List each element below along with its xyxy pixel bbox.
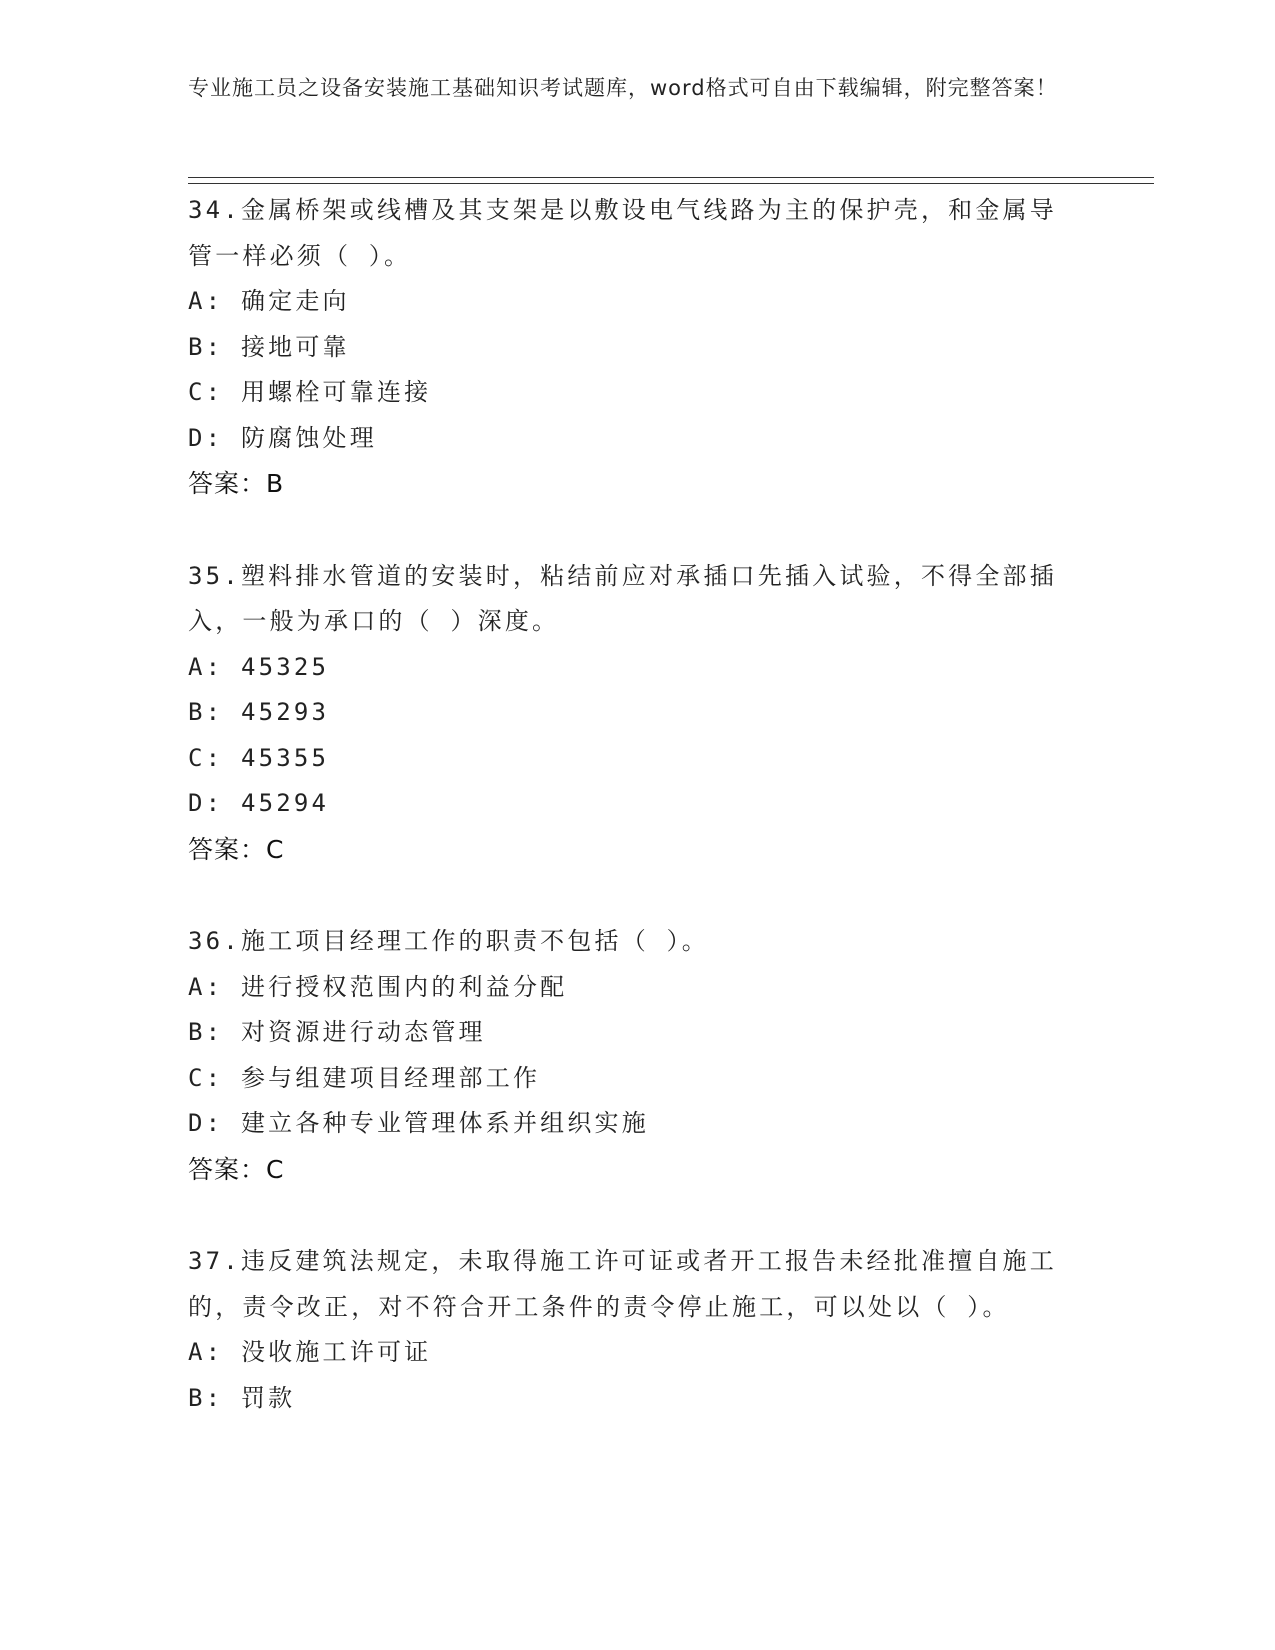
question-list <box>188 188 1088 1468</box>
option-a: A: 45325 <box>188 652 330 681</box>
question-item <box>188 919 1088 1192</box>
option-a: A: 确定走向 <box>188 287 350 315</box>
question-stem: 37.违反建筑法规定，未取得施工许可证或者开工报告未经批准擅自施工的，责令改正，对不符合开工条件的责令停止施工，可以处以（ ）。 <box>188 1247 1057 1321</box>
question-item <box>188 188 1088 507</box>
header-divider-bottom <box>188 183 1154 184</box>
question-stem: 35.塑料排水管道的安装时，粘结前应对承插口先插入试验，不得全部插入，一般为承口的（ ）深度。 <box>188 561 1057 635</box>
option-d: D: 防腐蚀处理 <box>188 423 377 452</box>
option-c: C: 用螺栓可靠连接 <box>188 378 432 406</box>
option-b: B: 接地可靠 <box>188 332 350 361</box>
option-b: B: 45293 <box>188 698 330 726</box>
option-c: C: 参与组建项目经理部工作 <box>188 1063 541 1092</box>
question-stem: 34.金属桥架或线槽及其支架是以敷设电气线路为主的保护壳，和金属导管一样必须（ ）。 <box>188 196 1057 270</box>
header-divider-top <box>188 177 1154 178</box>
option-d: D: 建立各种专业管理体系并组织实施 <box>188 1109 649 1137</box>
option-b: B: 对资源进行动态管理 <box>188 1018 486 1046</box>
question-item <box>188 554 1088 873</box>
option-a: A: 没收施工许可证 <box>188 1338 432 1366</box>
option-b: B: 罚款 <box>188 1383 296 1412</box>
answer-text: 答案：C <box>188 834 285 864</box>
question-stem: 36.施工项目经理工作的职责不包括（ ）。 <box>188 927 709 955</box>
option-c: C: 45355 <box>188 743 330 772</box>
question-item <box>188 1239 1088 1421</box>
option-a: A: 进行授权范围内的利益分配 <box>188 972 568 1001</box>
document-header: 专业施工员之设备安装施工基础知识考试题库，word格式可自由下载编辑，附完整答案！ <box>188 76 1058 100</box>
option-d: D: 45294 <box>188 789 330 817</box>
answer-text: 答案：B <box>188 469 285 498</box>
answer-text: 答案：C <box>188 1154 285 1184</box>
